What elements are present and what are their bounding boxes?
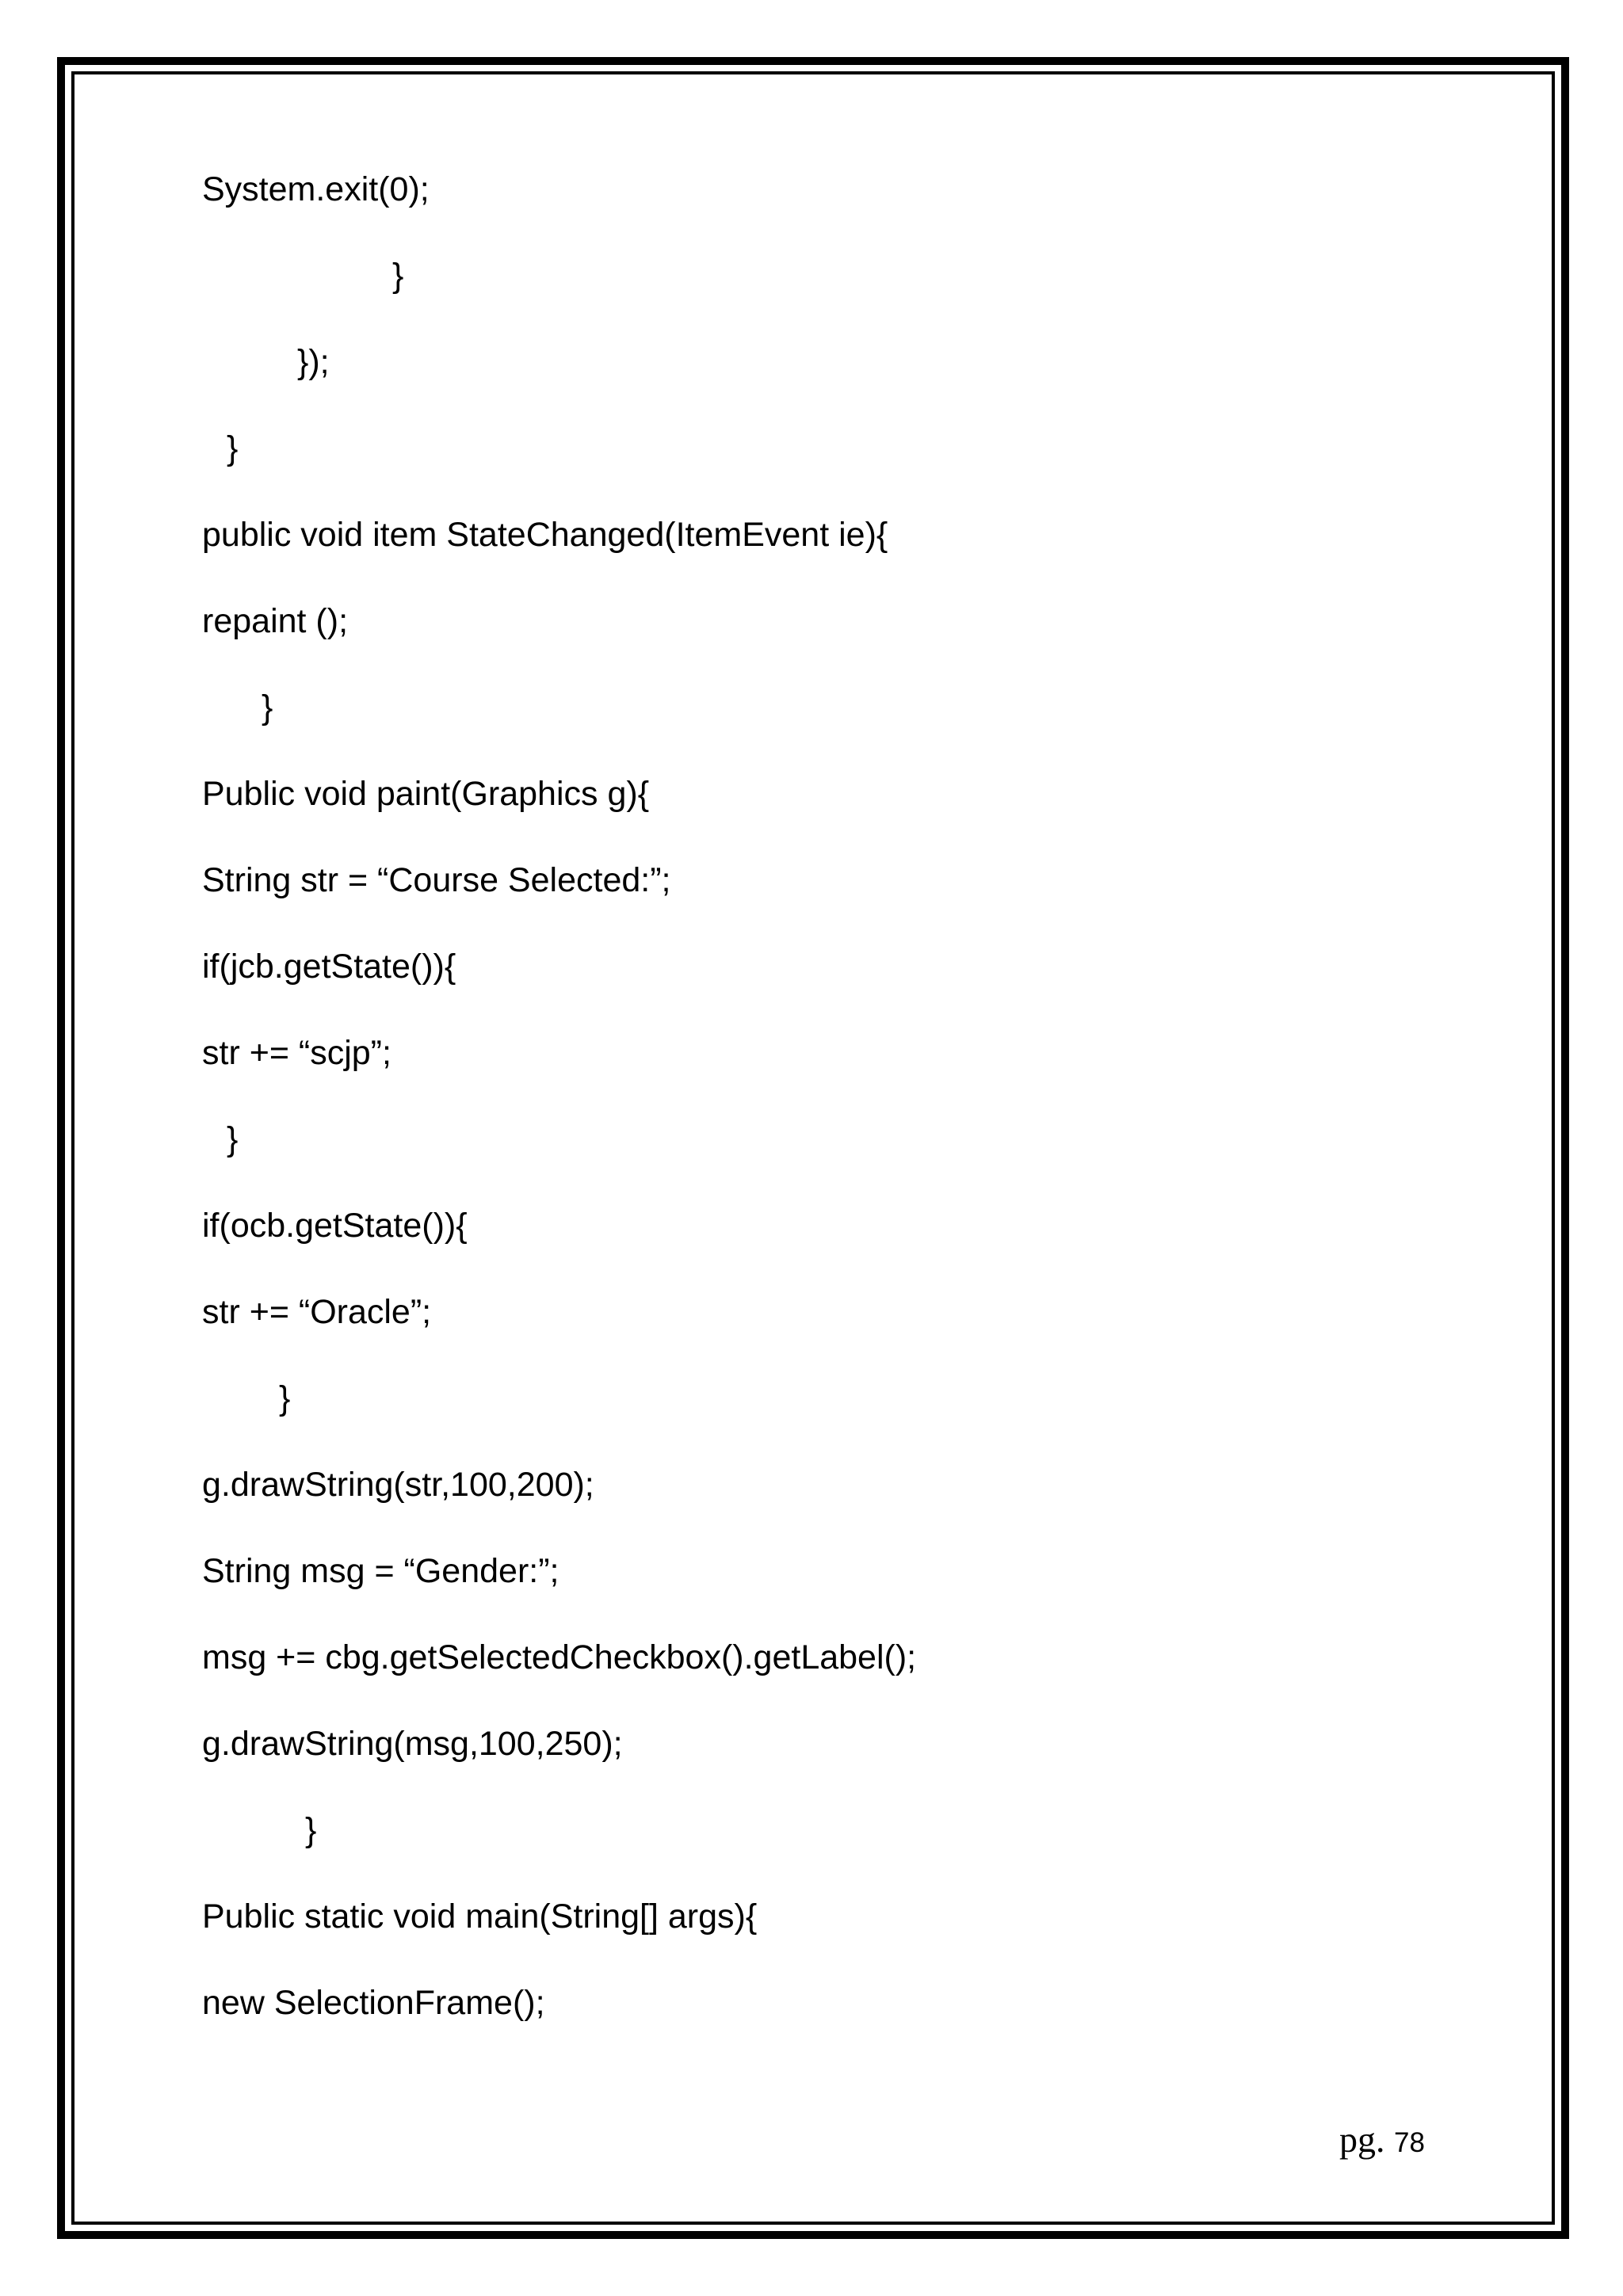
code-line: String msg = “Gender:”;	[202, 1552, 559, 1590]
page-number-value: 78	[1394, 2127, 1425, 2158]
code-line: }	[392, 257, 404, 295]
code-line: }	[227, 429, 239, 467]
code-line: str += “Oracle”;	[202, 1293, 432, 1331]
code-line: msg += cbg.getSelectedCheckbox().getLabel();	[202, 1638, 917, 1676]
code-line: }	[262, 688, 273, 727]
code-line: Public void paint(Graphics g){	[202, 775, 650, 813]
code-line: System.exit(0);	[202, 170, 430, 208]
code-line: g.drawString(str,100,200);	[202, 1466, 594, 1504]
code-line: if(jcb.getState()){	[202, 948, 456, 986]
code-line: }	[227, 1120, 239, 1158]
code-line: }	[279, 1379, 291, 1417]
code-line: });	[297, 343, 330, 381]
code-line: new SelectionFrame();	[202, 1984, 545, 2022]
page-number-prefix: pg.	[1339, 2119, 1385, 2160]
code-line: str += “scjp”;	[202, 1034, 391, 1072]
code-line: g.drawString(msg,100,250);	[202, 1725, 623, 1763]
code-line: public void item StateChanged(ItemEvent ie){	[202, 516, 888, 554]
code-line: String str = “Course Selected:”;	[202, 861, 671, 899]
code-line: Public static void main(String[] args){	[202, 1897, 758, 1936]
code-line: }	[305, 1811, 317, 1849]
code-line: repaint ();	[202, 602, 349, 640]
code-line: if(ocb.getState()){	[202, 1207, 468, 1245]
page-number	[1339, 2119, 1425, 2161]
